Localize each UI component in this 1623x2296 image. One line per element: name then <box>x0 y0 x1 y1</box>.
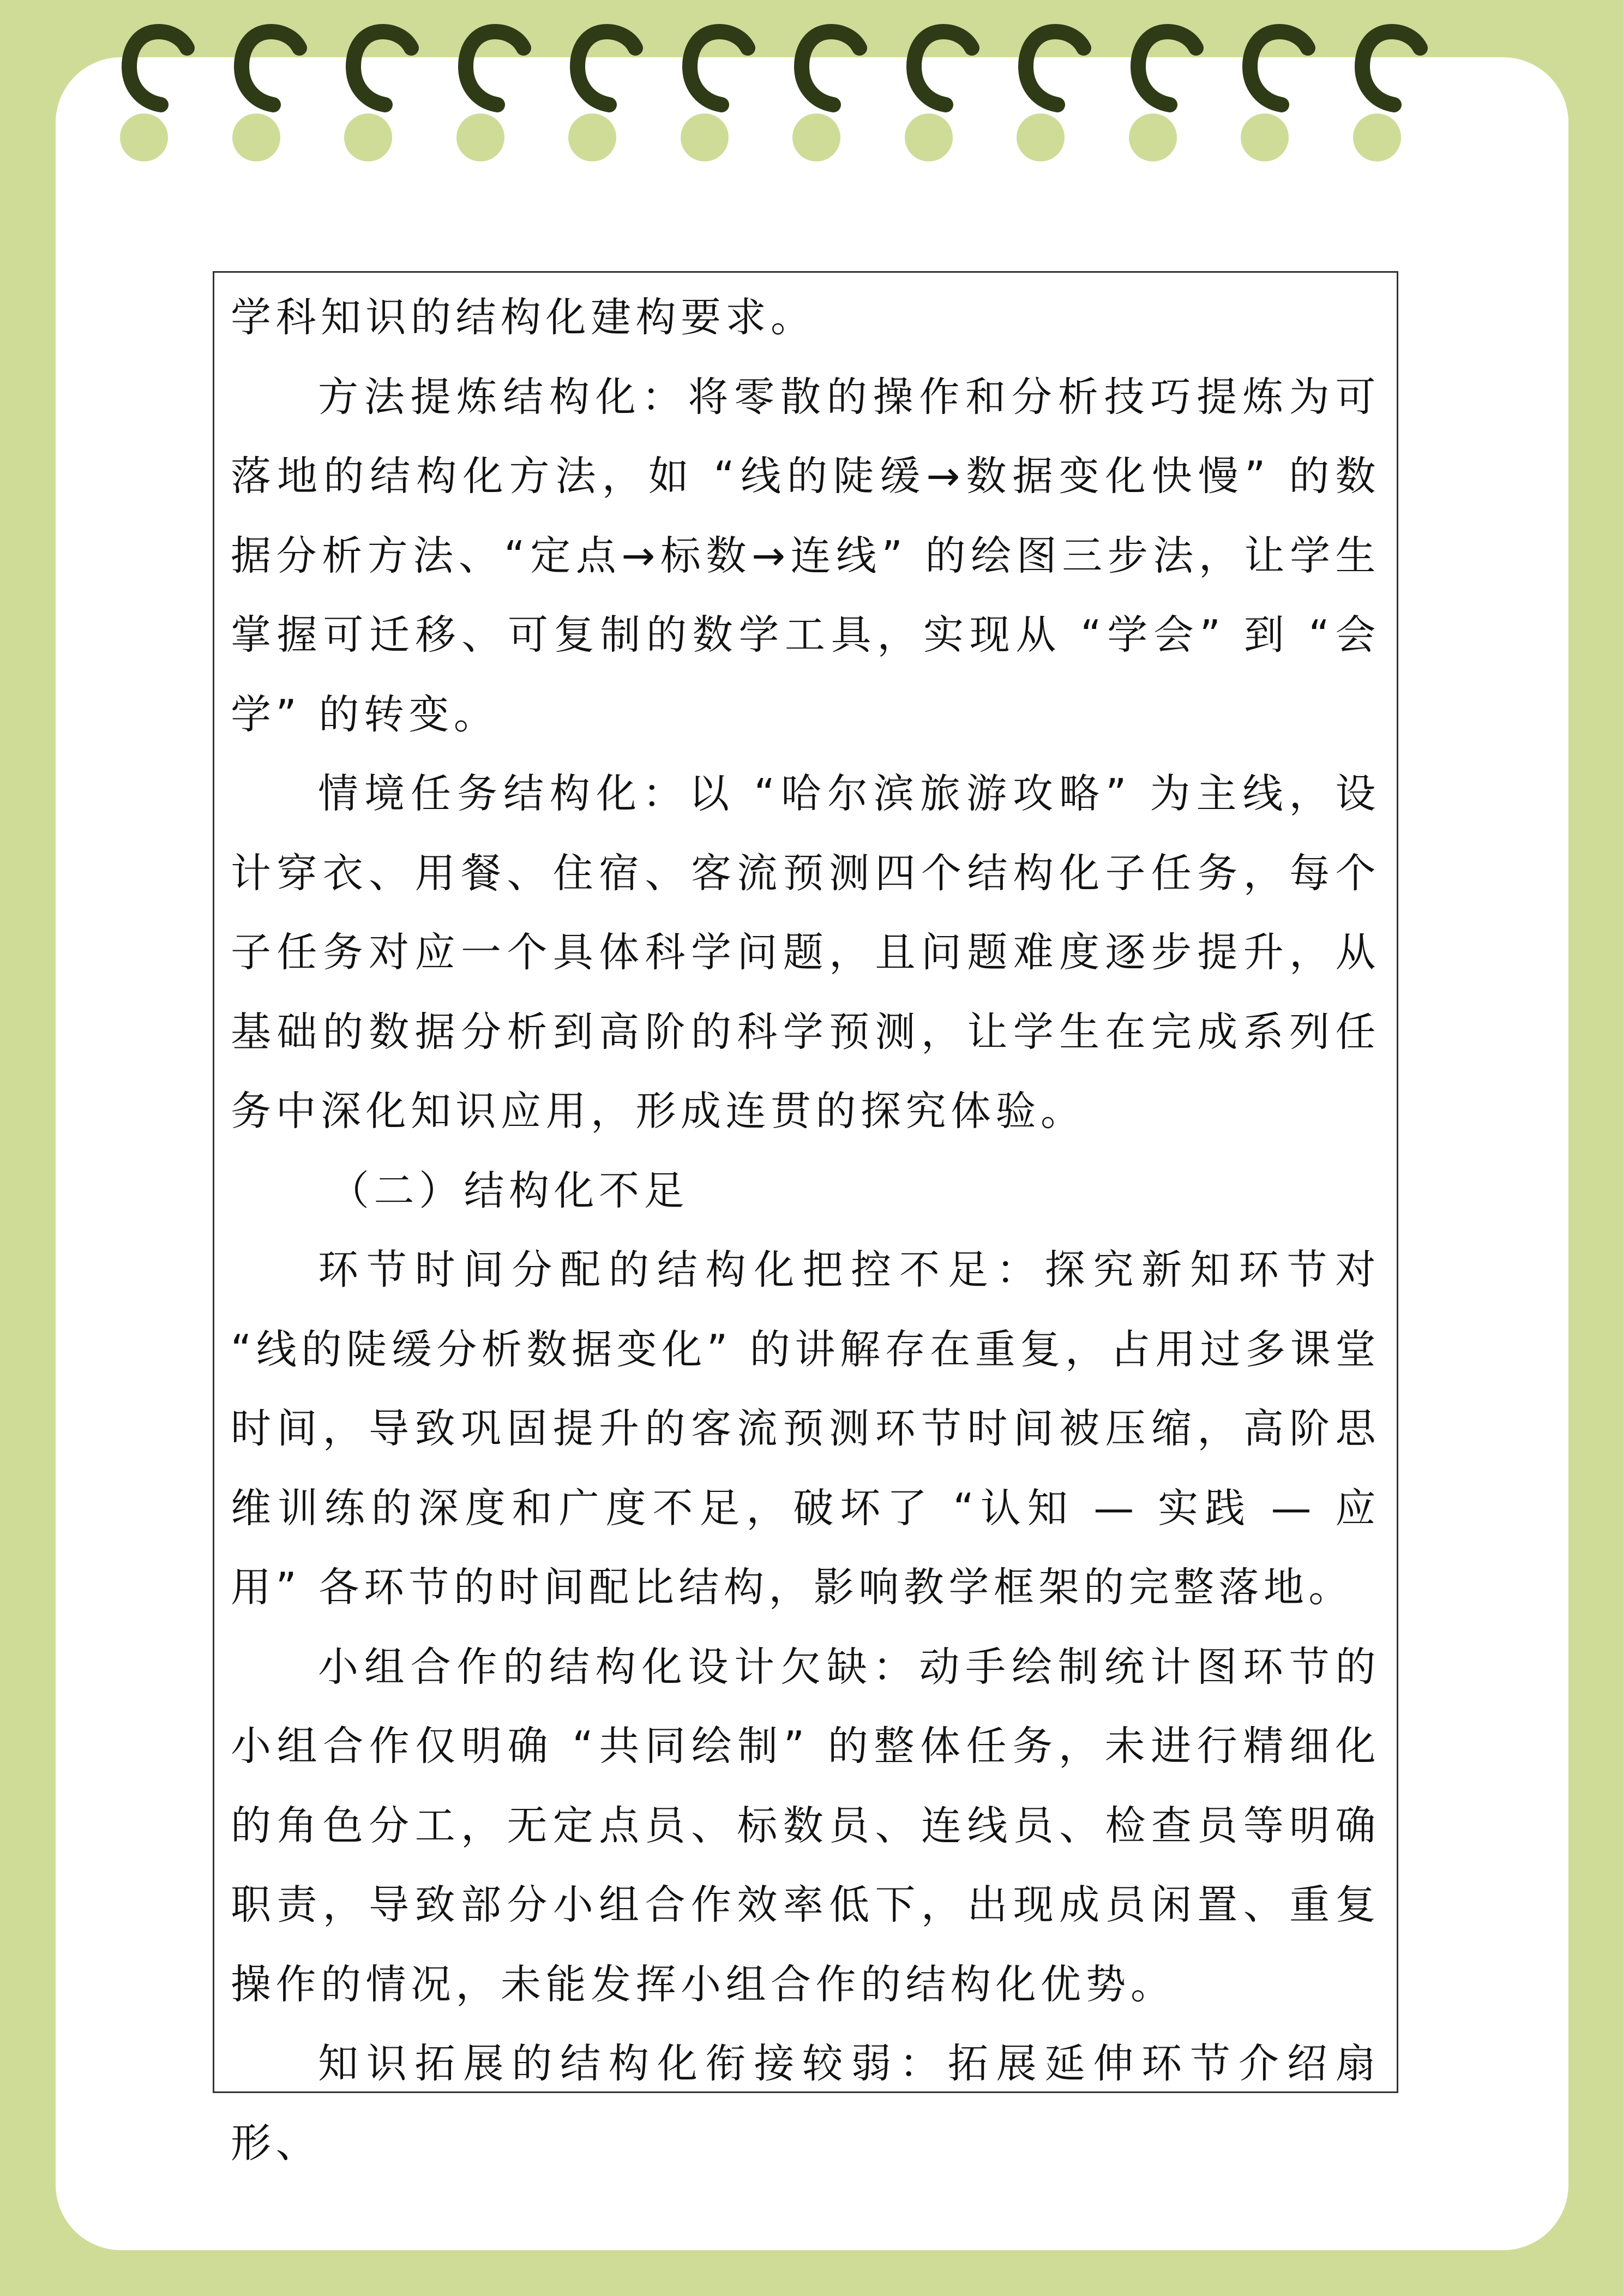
binding-ring <box>117 0 172 164</box>
paragraph-knowledge-extension: 知识拓展的结构化衔接较弱：拓展延伸环节介绍扇形、 <box>231 2040 1380 2167</box>
paragraph-task-structure: 情境任务结构化：以 “哈尔滨旅游攻略” 为主线，设计穿衣、用餐、住宿、客流预测四个结构化子任务，每个子任务对应一个具体科学问题，且问题难度逐步提升，从基础的数据分析到高阶的科学预测，让学生在完成系列任务中深化知识应用，形成连贯的探究体验。 <box>231 770 1380 1135</box>
binding-ring <box>230 0 284 164</box>
paragraph-method-structure: 方法提炼结构化：将零散的操作和分析技巧提炼为可落地的结构化方法，如 “线的陡缓→数据变化快慢” 的数据分析方法、“定点→标数→连线” 的绘图三步法，让学生掌握可迁移、可复制的数学工具，实现从 “学会” 到 “会学” 的转变。 <box>231 373 1380 738</box>
binding-ring <box>1014 0 1068 164</box>
binding-ring <box>566 0 620 164</box>
section-heading: （二）结构化不足 <box>329 1167 689 1214</box>
spiral-binding <box>0 0 1623 175</box>
binding-ring <box>1126 0 1181 164</box>
binding-ring <box>678 0 732 164</box>
binding-ring <box>902 0 957 164</box>
paragraph-time-allocation: 环节时间分配的结构化把控不足：探究新知环节对 “线的陡缓分析数据变化” 的讲解存在重复，占用过多课堂时间，导致巩固提升的客流预测环节时间被压缩，高阶思维训练的深度和广度不足，破坏了 “认知 — 实践 — 应用” 各环节的时间配比结构，影响教学框架的完整落地。 <box>231 1246 1380 1611</box>
binding-ring <box>1350 0 1405 164</box>
binding-ring <box>1238 0 1293 164</box>
paragraph-group-work: 小组合作的结构化设计欠缺：动手绘制统计图环节的小组合作仅明确 “共同绘制” 的整体任务，未进行精细化的角色分工，无定点员、标数员、连线员、检查员等明确职责，导致部分小组合作效率低下，出现成员闲置、重复操作的情况，未能发挥小组合作的结构化优势。 <box>231 1643 1380 2008</box>
binding-ring <box>341 0 396 164</box>
document-text-box <box>213 271 1398 2167</box>
binding-ring <box>790 0 844 164</box>
binding-ring <box>454 0 508 164</box>
paragraph-continuation: 学科知识的结构化建构要求。 <box>231 294 816 341</box>
